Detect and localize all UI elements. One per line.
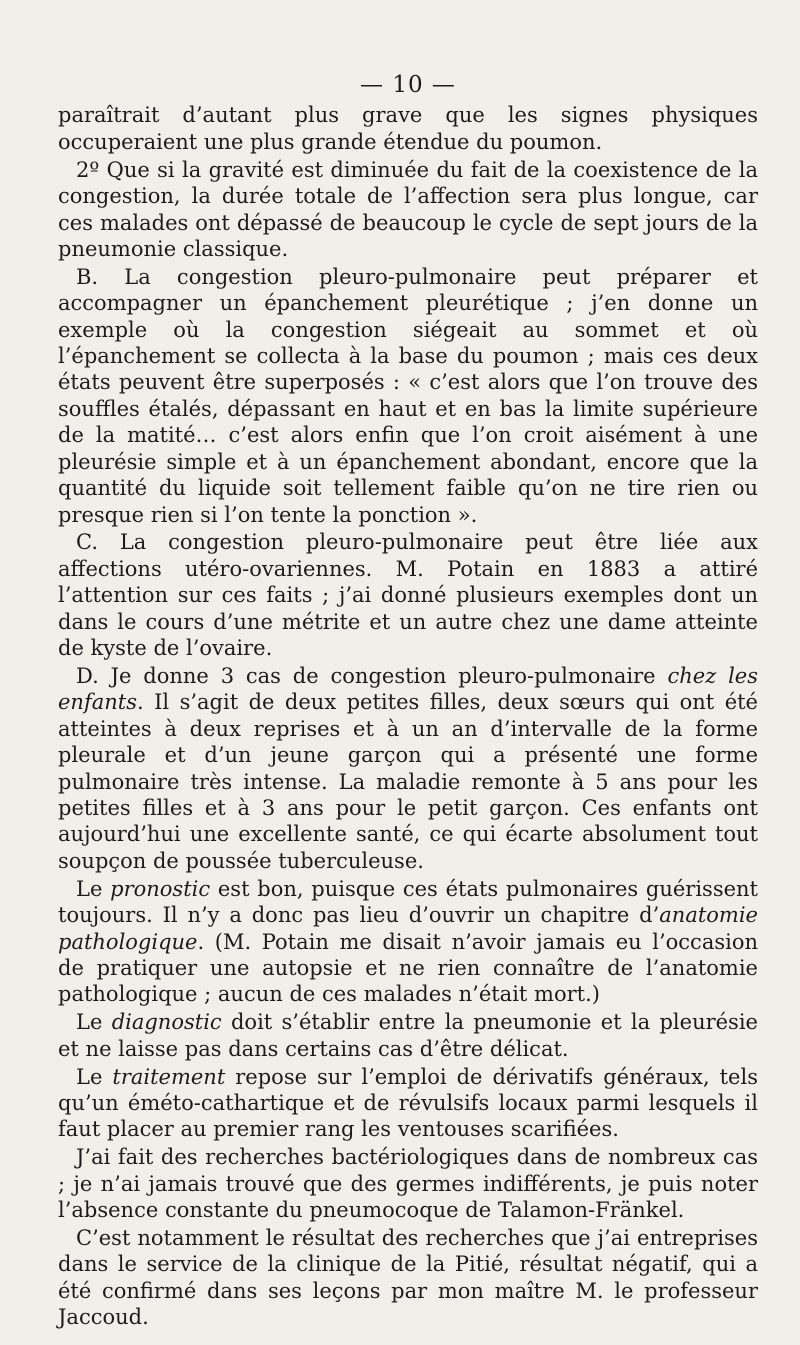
text-segment: . (M. Potain me disait n’avoir jamais eu l’occasion de pratiquer une autopsie et ne rien connaître de l’anatomie pathologique ; aucun de ces malades n’était mort.) bbox=[58, 929, 758, 1007]
italic-term: pronostic bbox=[110, 876, 211, 901]
text-segment: Le bbox=[76, 1064, 113, 1089]
paragraph bbox=[58, 102, 758, 155]
text-segment: Le bbox=[76, 876, 111, 901]
paragraph bbox=[58, 663, 758, 874]
text-segment: doit s’établir entre la pneumonie et la pleurésie et ne laisse pas dans certains cas d’être délicat. bbox=[58, 1010, 758, 1061]
text-segment: 2º Que si la gravité est diminuée du fait de la coexistence de la congestion, la durée totale de l’affection sera plus longue, car ces malades ont dépassé de beaucoup le cycle de sept jours de la pneumonie classique. bbox=[58, 157, 758, 261]
text-segment: B. La congestion pleuro-pulmonaire peut préparer et accompagner un épanchement pleurétique ; j’en donne un exemple où la congestion siégeait au sommet et où l’épanchement se collecta à la base du poumon ; mais ces deux états peuvent être superposés : « c’est alors que l’on trouve des souffles étalés, dépassant en haut et en bas la limite supérieure de la matité… c’est alors enfin que l’on croit aisément à une pleurésie simple et à un épanchement abondant, encore que la quantité du liquide soit tellement faible qu’on ne tire rien ou presque rien si l’on tente la ponction ». bbox=[58, 264, 758, 527]
text-segment: paraîtrait d’autant plus grave que les signes physiques occuperaient une plus grande étendue du poumon. bbox=[58, 103, 758, 154]
italic-term: diagnostic bbox=[111, 1010, 222, 1035]
paragraph bbox=[58, 529, 758, 661]
paragraph bbox=[58, 1064, 758, 1143]
paragraph bbox=[58, 1009, 758, 1062]
text-segment: repose sur l’emploi de dérivatifs généraux, tels qu’un éméto-cathartique et de révulsifs locaux parmi lesquels il faut placer au premier rang les ventouses scarifiées. bbox=[58, 1064, 758, 1142]
paragraph bbox=[58, 1144, 758, 1223]
text-segment: J’ai fait des recherches bactériologiques dans de nombreux cas ; je n’ai jamais trouvé que des germes indifférents, je puis noter l’absence constante du pneumocoque de Talamon-Fränkel. bbox=[58, 1145, 758, 1223]
paragraph bbox=[58, 157, 758, 263]
italic-term: traitement bbox=[112, 1064, 226, 1089]
page-number: — 10 — bbox=[360, 72, 456, 98]
text-segment: Le bbox=[76, 1010, 112, 1035]
paragraph bbox=[58, 1225, 758, 1331]
text-segment: C’est notamment le résultat des recherches que j’ai entreprises dans le service de la clinique de la Pitié, résultat négatif, qui a été confirmé dans ses leçons par mon maître M. le professeur Jaccoud. bbox=[58, 1225, 758, 1330]
italic-term: chez les enfants bbox=[58, 663, 759, 715]
text-segment: . Il s’agit de deux petites filles, deux sœurs qui ont été atteintes à deux reprises et à un an d’intervalle de la forme pleurale et d’un jeune garçon qui a présenté une forme pulmonaire très intense. La maladie remonte à 5 ans pour les petites filles et à 3 ans pour le petit garçon. Ces enfants ont aujourd’hui une excellente santé, ce qui écarte absolument tout soupçon de poussée tuberculeuse. bbox=[58, 690, 758, 873]
text-segment: est bon, puisque ces états pulmonaires guérissent toujours. Il n’y a donc pas lieu d’ouvrir un chapitre d’ bbox=[58, 876, 758, 928]
italic-term: anatomie pathologique bbox=[58, 903, 758, 954]
text-segment: D. Je donne 3 cas de congestion pleuro-pulmonaire bbox=[76, 663, 668, 688]
paragraph bbox=[58, 876, 758, 1008]
body-text bbox=[58, 102, 758, 1330]
paragraph bbox=[58, 264, 758, 528]
text-segment: C. La congestion pleuro-pulmonaire peut être liée aux affections utéro-ovariennes. M. Potain en 1883 a attiré l’attention sur ces faits ; j’ai donné plusieurs exemples dont un dans le cours d’une métrite et un autre chez une dame atteinte de kyste de l’ovaire. bbox=[58, 530, 758, 661]
